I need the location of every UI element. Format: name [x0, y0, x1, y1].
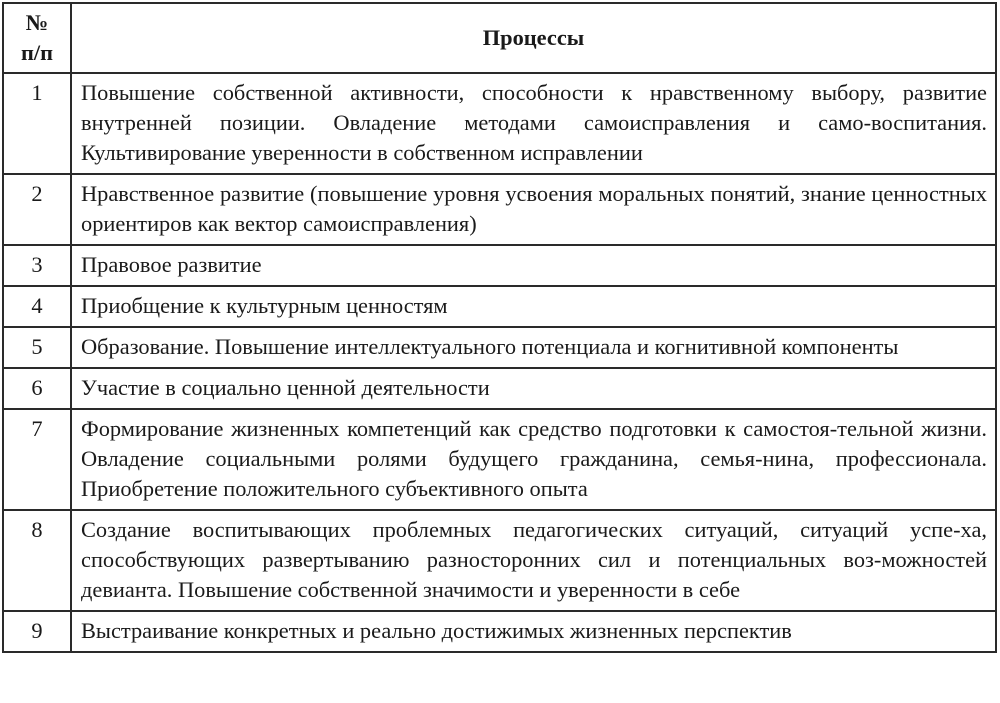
process-text: Образование. Повышение интеллектуального потенциала и когнитивной компоненты	[71, 327, 996, 368]
table-row	[3, 327, 996, 368]
row-number: 7	[3, 409, 71, 510]
number-column-header	[3, 3, 71, 73]
row-number: 8	[3, 510, 71, 611]
table-row	[3, 174, 996, 245]
row-number: 9	[3, 611, 71, 652]
table-row	[3, 409, 996, 510]
row-number: 1	[3, 73, 71, 174]
table-header	[3, 3, 996, 73]
process-text: Формирование жизненных компетенций как средство подготовки к самостоя-тельной жизни. Овладение социальными ролями будущего гражданина, семья-нина, профессионала. Приобретение положительного субъективного опыта	[71, 409, 996, 510]
table-row	[3, 510, 996, 611]
table-row	[3, 611, 996, 652]
number-sign: №	[25, 10, 49, 35]
process-text: Создание воспитывающих проблемных педагогических ситуаций, ситуаций успе-ха, способствующих развертыванию разносторонних сил и потенциальных воз-можностей девианта. Повышение собственной значимости и уверенности в себе	[71, 510, 996, 611]
table-row	[3, 245, 996, 286]
table-row	[3, 286, 996, 327]
table-row	[3, 73, 996, 174]
process-text: Повышение собственной активности, способности к нравственному выбору, развитие внутренней позиции. Овладение методами самоисправления и само-воспитания. Культивирование уверенности в собственном исправлении	[71, 73, 996, 174]
processes-table	[2, 2, 997, 653]
process-text: Выстраивание конкретных и реально достижимых жизненных перспектив	[71, 611, 996, 652]
row-number: 5	[3, 327, 71, 368]
header-row	[3, 3, 996, 73]
table-body	[3, 73, 996, 652]
process-text: Участие в социально ценной деятельности	[71, 368, 996, 409]
process-text: Нравственное развитие (повышение уровня усвоения моральных понятий, знание ценностных ориентиров как вектор самоисправления)	[71, 174, 996, 245]
row-number: 4	[3, 286, 71, 327]
processes-column-header: Процессы	[71, 3, 996, 73]
number-abbrev: п/п	[20, 40, 54, 65]
process-text: Приобщение к культурным ценностям	[71, 286, 996, 327]
row-number: 6	[3, 368, 71, 409]
row-number: 2	[3, 174, 71, 245]
row-number: 3	[3, 245, 71, 286]
table-row	[3, 368, 996, 409]
process-text: Правовое развитие	[71, 245, 996, 286]
